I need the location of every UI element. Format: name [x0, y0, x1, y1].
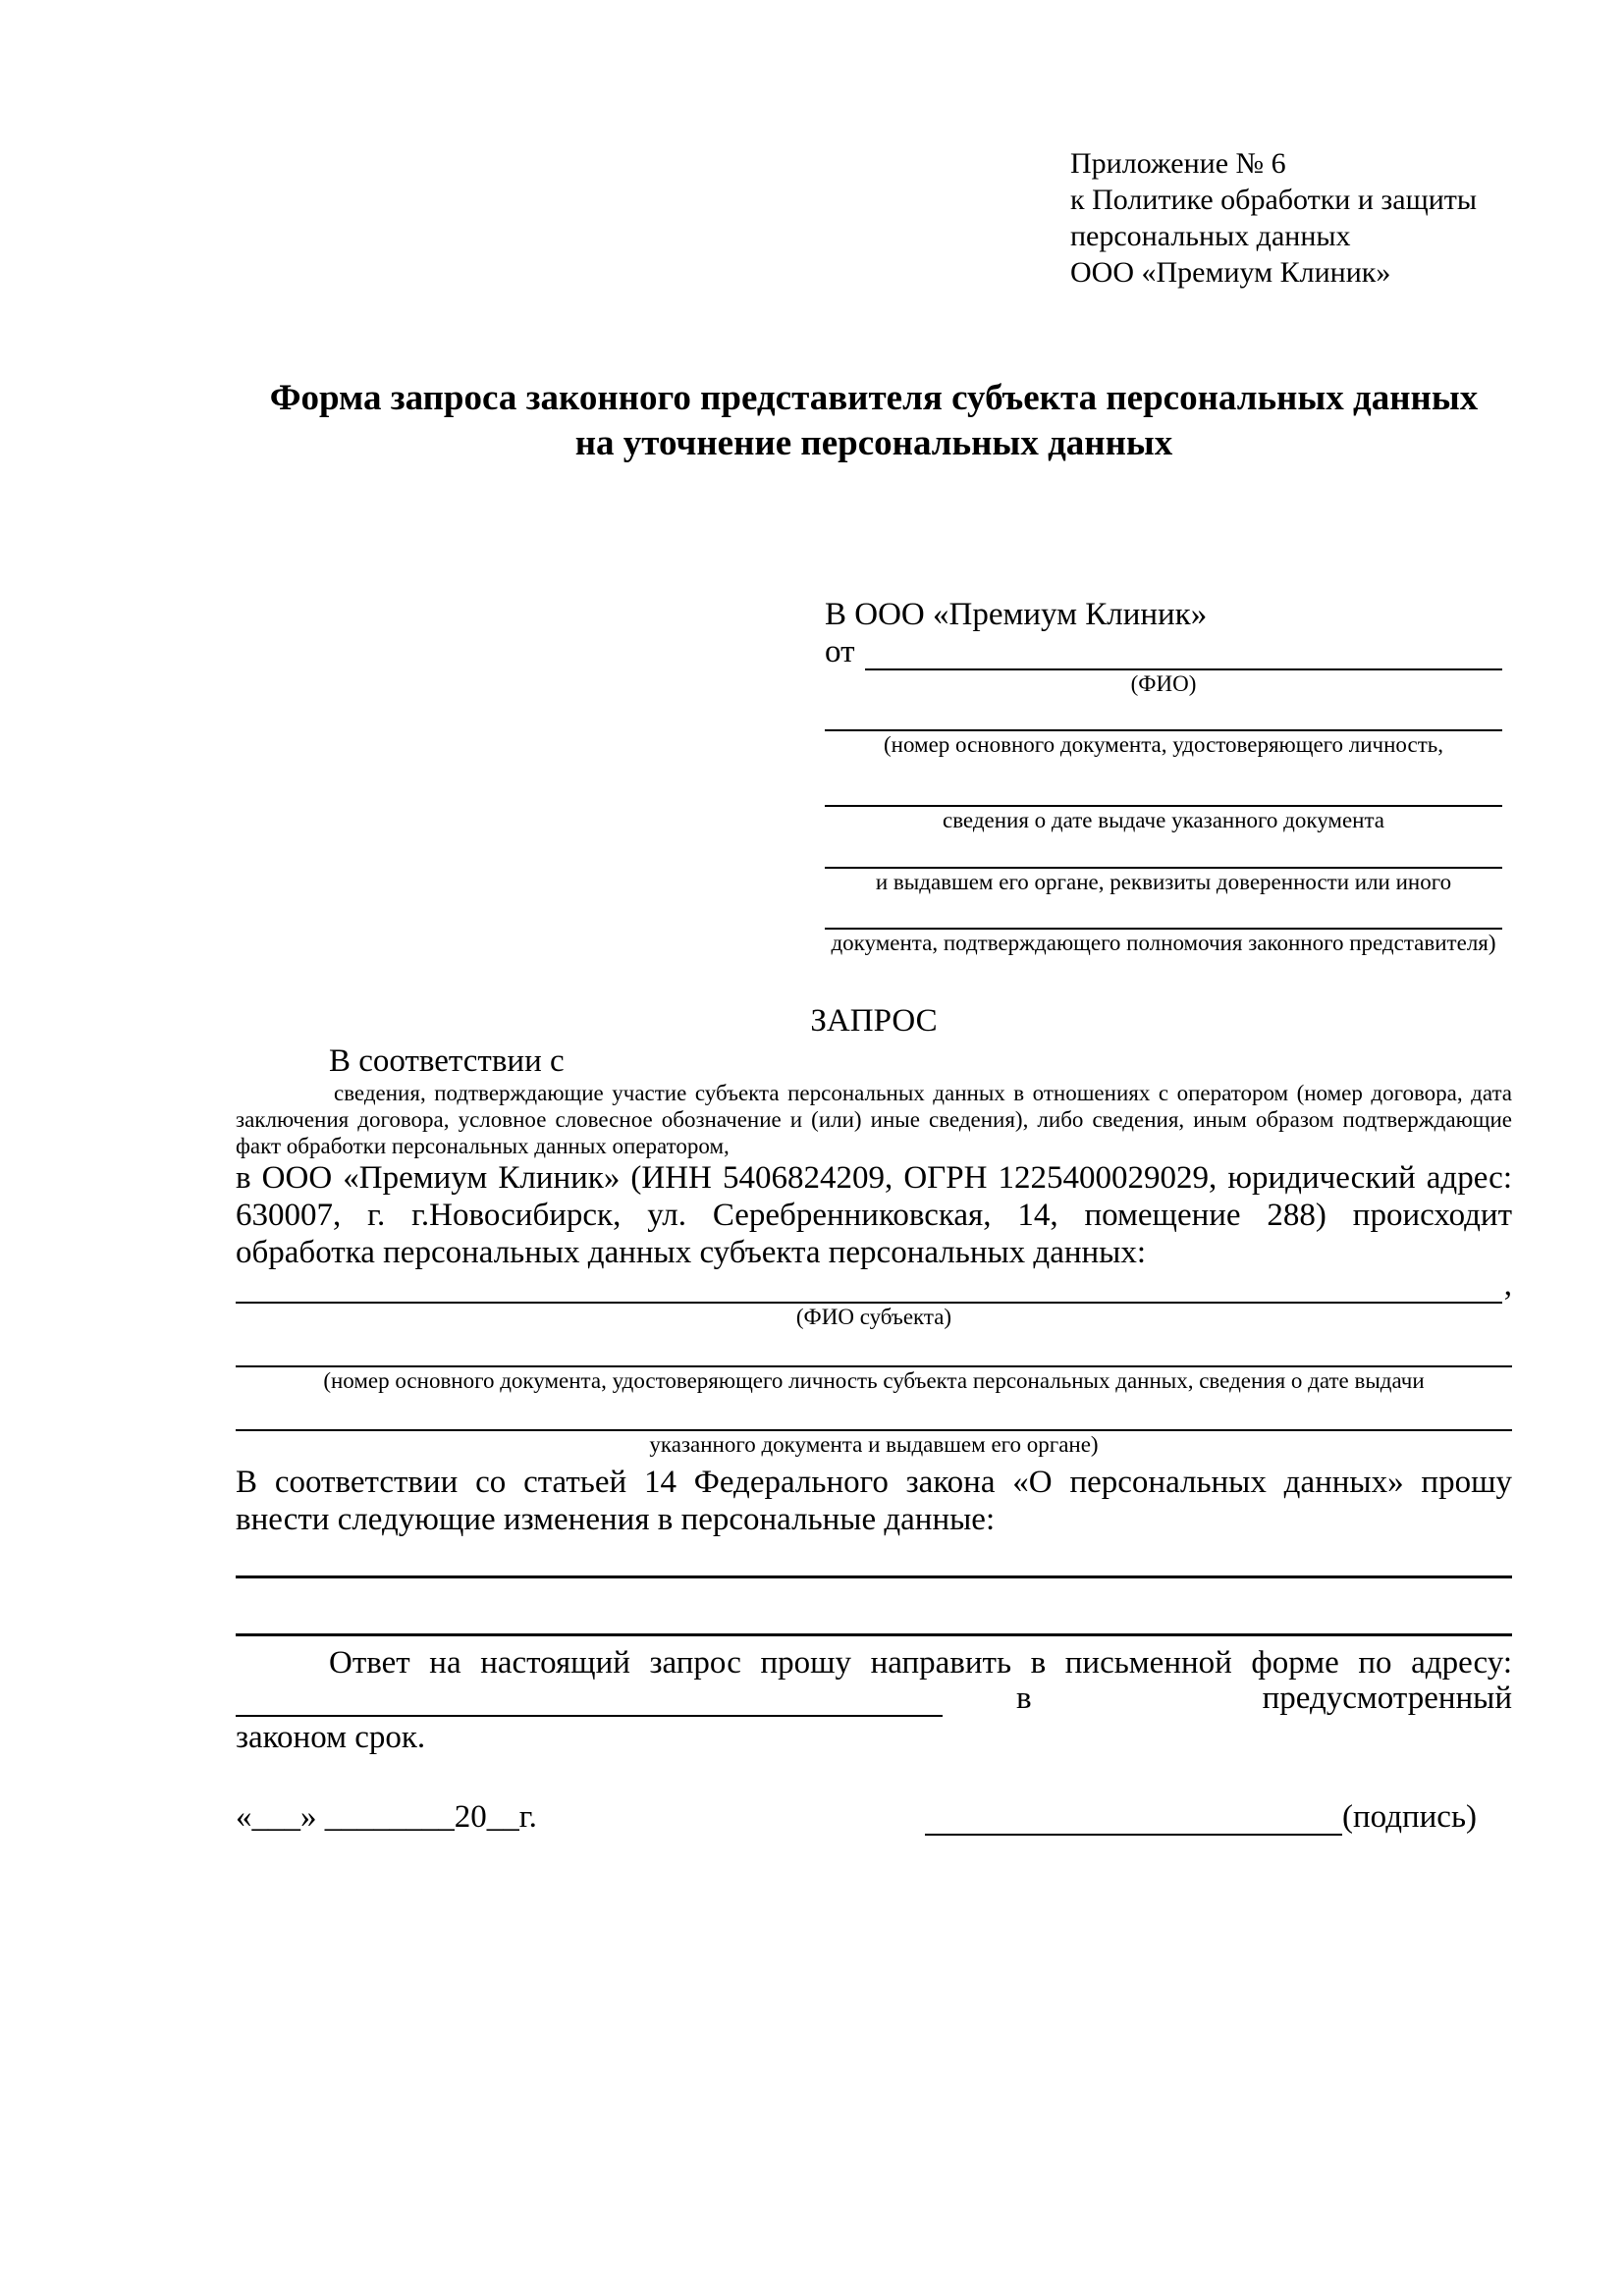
answer-line-3: законом срок.: [236, 1720, 426, 1755]
changes-blank-1: [236, 1575, 1512, 1578]
law-paragraph: В соответствии со статьей 14 Федерального закона «О персональных данных» прошу внести следующие изменения в персональные данные:: [236, 1465, 1512, 1537]
from-label: от: [825, 634, 855, 669]
subject-comma: ,: [1503, 1267, 1512, 1303]
annex-line: ООО «Премиум Клиник»: [1070, 256, 1391, 289]
annex-line: Приложение № 6: [1070, 147, 1286, 180]
annex-line: персональных данных: [1070, 220, 1351, 252]
id-doc-caption-2: сведения о дате выдаче указанного документа: [942, 808, 1385, 832]
id-doc-caption-1: (номер основного документа, удостоверяющего личность,: [883, 732, 1443, 757]
title-line-1: Форма запроса законного представителя субъекта персональных данных: [269, 378, 1479, 418]
answer-word-in: в: [1016, 1681, 1032, 1716]
answer-line-1: Ответ на настоящий запрос прошу направить в письменной форме по адресу:: [329, 1645, 1512, 1681]
intro-lead: В соответствии с: [329, 1043, 565, 1079]
subject-fio-blank: [236, 1269, 1502, 1304]
id-doc-caption-3: и выдавшем его органе, реквизиты доверенности или иного: [875, 870, 1452, 894]
subject-fio-caption: (ФИО субъекта): [795, 1305, 952, 1329]
subject-fio-row: [236, 1267, 1512, 1304]
date-signature-row: [236, 1799, 1512, 1836]
answer-address-blank: [236, 1682, 943, 1717]
id-doc-caption-4: документа, подтверждающего полномочия законного представителя): [831, 931, 1496, 955]
title-line-2: на уточнение персональных данных: [574, 423, 1173, 463]
from-fio-blank: [865, 636, 1503, 670]
intro-row: [236, 1041, 1512, 1080]
fio-caption: (ФИО): [1130, 671, 1197, 696]
addressee-block: [825, 594, 1502, 956]
answer-line-2: [236, 1682, 1512, 1717]
subject-doc-caption-2: указанного документа и выдавшем его органе): [649, 1432, 1099, 1457]
document-title: [236, 376, 1512, 466]
changes-blank-2: [236, 1633, 1512, 1636]
subject-doc-caption-1: (номер основного документа, удостоверяющего личность субъекта персональных данных, сведения о дате выдачи: [323, 1368, 1425, 1393]
signature-caption: (подпись): [1342, 1799, 1477, 1835]
annex-reference-block: [1070, 145, 1532, 291]
annex-line: к Политике обработки и защиты: [1070, 184, 1478, 216]
date-line: «___» ________20__г.: [236, 1799, 537, 1835]
from-row: [825, 635, 1502, 670]
intro-caption: сведения, подтверждающие участие субъекта персональных данных в отношениях с оператором (номер договора, дата заключения договора, условное словесное обозначение и (или) иные сведения), либо сведения, иным образом подтверждающие факт обработки персональных данных оператором,: [236, 1081, 1512, 1158]
signature-group: [925, 1799, 1512, 1836]
answer-word-last: предусмотренный: [1262, 1681, 1512, 1716]
signature-blank: [925, 1801, 1342, 1836]
operator-paragraph: в ООО «Премиум Клиник» (ИНН 5406824209, ОГРН 1225400029029, юридический адрес: 630007, г. г.Новосибирск, ул. Серебренниковская, 14, помещение 288) происходит обработка персональных данных субъекта персональных данных:: [236, 1160, 1512, 1270]
request-body: [236, 1001, 1512, 1836]
request-heading: ЗАПРОС: [810, 1003, 938, 1039]
addressee-to: В ООО «Премиум Клиник»: [825, 597, 1208, 632]
